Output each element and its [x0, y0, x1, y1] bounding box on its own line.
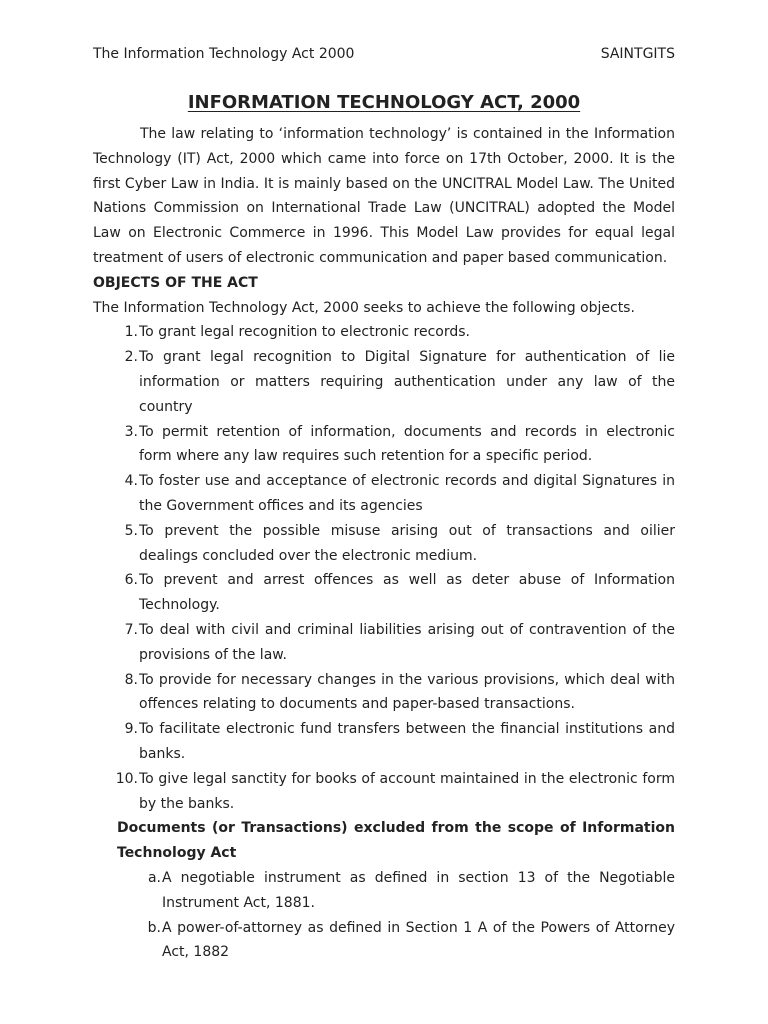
excluded-list [93, 866, 675, 965]
list-item [93, 668, 675, 718]
document-title: INFORMATION TECHNOLOGY ACT, 2000 [187, 92, 581, 113]
list-item-text: To prevent and arrest offences as well as deter abuse of Information Technology. [139, 572, 675, 614]
list-item-number: 5. [124, 522, 138, 539]
list-item-number: 8. [124, 671, 138, 688]
page-header [93, 44, 675, 64]
list-item [93, 420, 675, 470]
list-item [93, 916, 675, 966]
list-item-text: To deal with civil and criminal liabilities arising out of contravention of the provisions of the law. [139, 621, 675, 663]
header-document-title: The Information Technology Act 2000 [93, 46, 355, 62]
list-item-number: 6. [124, 572, 138, 589]
list-item-text: To foster use and acceptance of electronic records and digital Signatures in the Government offices and its agencies [139, 473, 675, 514]
list-item-letter: b. [147, 919, 161, 936]
list-item [93, 320, 675, 345]
list-item-number: 9. [124, 721, 138, 738]
document-body [93, 122, 675, 965]
list-item-text: To facilitate electronic fund transfers between the financial institutions and banks. [139, 721, 675, 762]
list-item-number: 4. [124, 473, 138, 490]
list-item-number: 10. [115, 770, 138, 787]
objects-list [93, 320, 675, 816]
list-item-number: 7. [124, 621, 138, 638]
list-item [93, 519, 675, 569]
list-item [93, 345, 675, 419]
list-item-letter: a. [147, 869, 161, 886]
list-item-text: To permit retention of information, documents and records in electronic form where any law requires such retention for a specific period. [139, 423, 675, 465]
list-item-number: 1. [124, 324, 138, 341]
list-item [93, 767, 675, 817]
list-item-text: To provide for necessary changes in the various provisions, which deal with offences relating to documents and paper-based transactions. [139, 671, 675, 713]
list-item-text: To prevent the possible misuse arising out of transactions and oilier dealings concluded over the electronic medium. [139, 522, 675, 564]
intro-paragraph: The law relating to ‘information technology’ is contained in the Information Technology (IT) Act, 2000 which came into force on 17th October, 2000. It is the first Cyber Law in India. It is mainly based on the UNCITRAL Model Law. The United Nations Commission on International Trade Law (UNCITRAL) adopted the Model Law on Electronic Commerce in 1996. This Model Law provides for equal legal treatment of users of electronic communication and paper based communication. [93, 126, 675, 266]
header-institution: SAINTGITS [600, 46, 675, 62]
excluded-heading: Documents (or Transactions) excluded from the scope of Information Technology Act [117, 820, 675, 862]
list-item-number: 3. [124, 423, 138, 440]
list-item [93, 618, 675, 668]
list-item-text: To grant legal recognition to electronic records. [139, 324, 470, 341]
list-item-text: To grant legal recognition to Digital Signature for authentication of lie information or matters requiring authentication under any law of the country [139, 349, 675, 415]
objects-lead: The Information Technology Act, 2000 seeks to achieve the following objects. [93, 299, 635, 316]
list-item [93, 866, 675, 916]
list-item [93, 717, 675, 767]
list-item-number: 2. [124, 349, 138, 366]
list-item [93, 469, 675, 519]
objects-heading: OBJECTS OF THE ACT [93, 274, 258, 291]
list-item [93, 568, 675, 618]
list-item-text: A negotiable instrument as defined in section 13 of the Negotiable Instrument Act, 1881. [162, 869, 675, 911]
list-item-text: To give legal sanctity for books of account maintained in the electronic form by the banks. [139, 770, 675, 812]
list-item-text: A power-of-attorney as defined in Section 1 A of the Powers of Attorney Act, 1882 [162, 919, 675, 961]
